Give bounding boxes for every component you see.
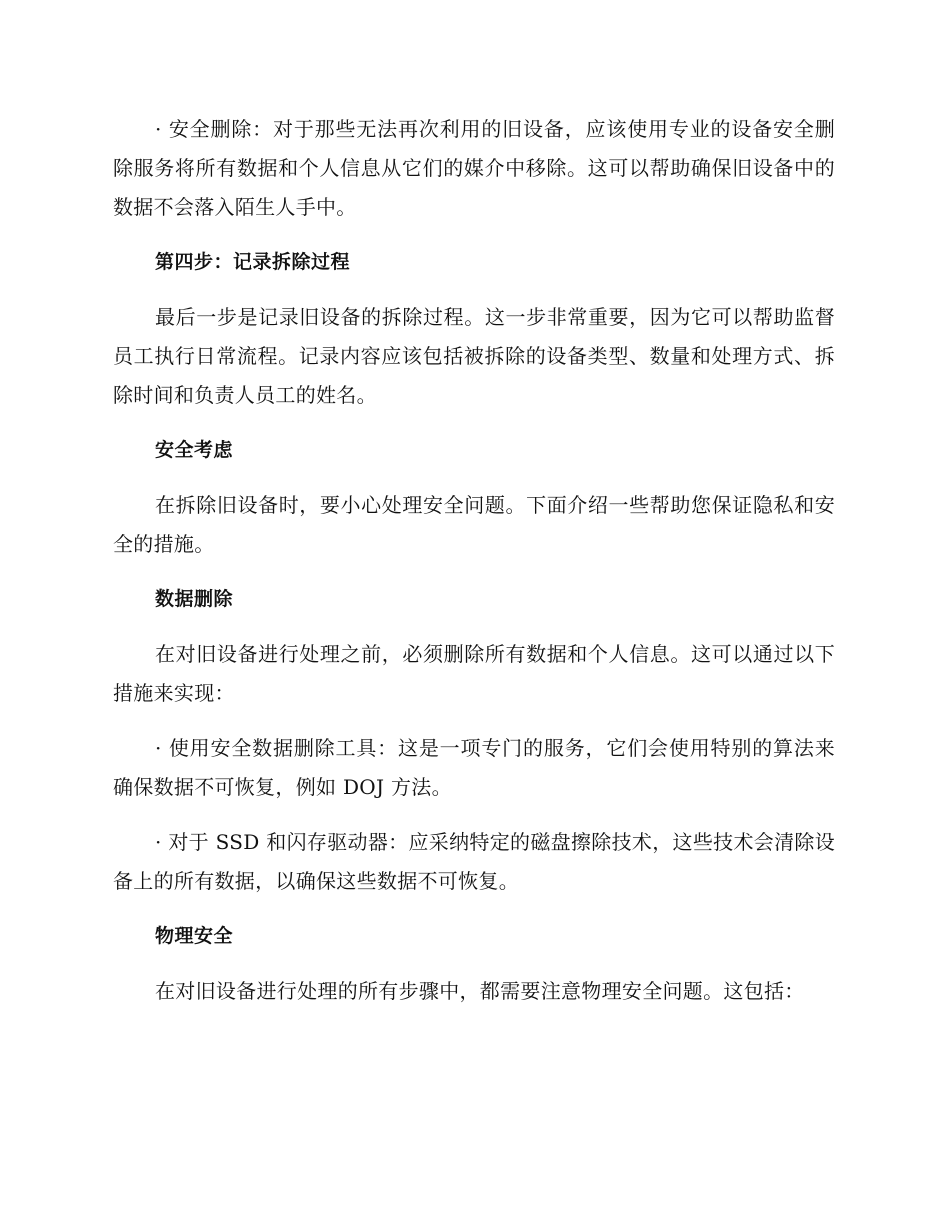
document-page — [113, 110, 835, 1027]
paragraph-record-process: 最后一步是记录旧设备的拆除过程。这一步非常重要，因为它可以帮助监督员工执行日常流程。记录内容应该包括被拆除的设备类型、数量和处理方式、拆除时间和负责人员工的姓名。 — [113, 305, 835, 407]
paragraph-security-intro: 在拆除旧设备时，要小心处理安全问题。下面介绍一些帮助您保证隐私和安全的措施。 — [113, 493, 835, 556]
paragraph-physical-security: 在对旧设备进行处理的所有步骤中，都需要注意物理安全问题。这包括： — [155, 979, 805, 1003]
heading-data-deletion: 数据删除 — [155, 588, 234, 610]
heading-step-four: 第四步：记录拆除过程 — [155, 251, 351, 273]
paragraph-secure-deletion: · 安全删除：对于那些无法再次利用的旧设备，应该使用专业的设备安全删除服务将所有数据和个人信息从它们的媒介中移除。这可以帮助确保旧设备中的数据不会落入陌生人手中。 — [113, 117, 835, 219]
paragraph-ssd-flash: · 对于 SSD 和闪存驱动器：应采纳特定的磁盘擦除技术，这些技术会清除设备上的所有数据，以确保这些数据不可恢复。 — [113, 830, 835, 893]
heading-security-considerations: 安全考虑 — [155, 439, 234, 461]
heading-physical-security: 物理安全 — [155, 925, 234, 947]
paragraph-deletion-tools: · 使用安全数据删除工具：这是一项专门的服务，它们会使用特别的算法来确保数据不可恢复，例如 DOJ 方法。 — [113, 736, 835, 799]
paragraph-data-deletion: 在对旧设备进行处理之前，必须删除所有数据和个人信息。这可以通过以下措施来实现： — [113, 642, 835, 705]
